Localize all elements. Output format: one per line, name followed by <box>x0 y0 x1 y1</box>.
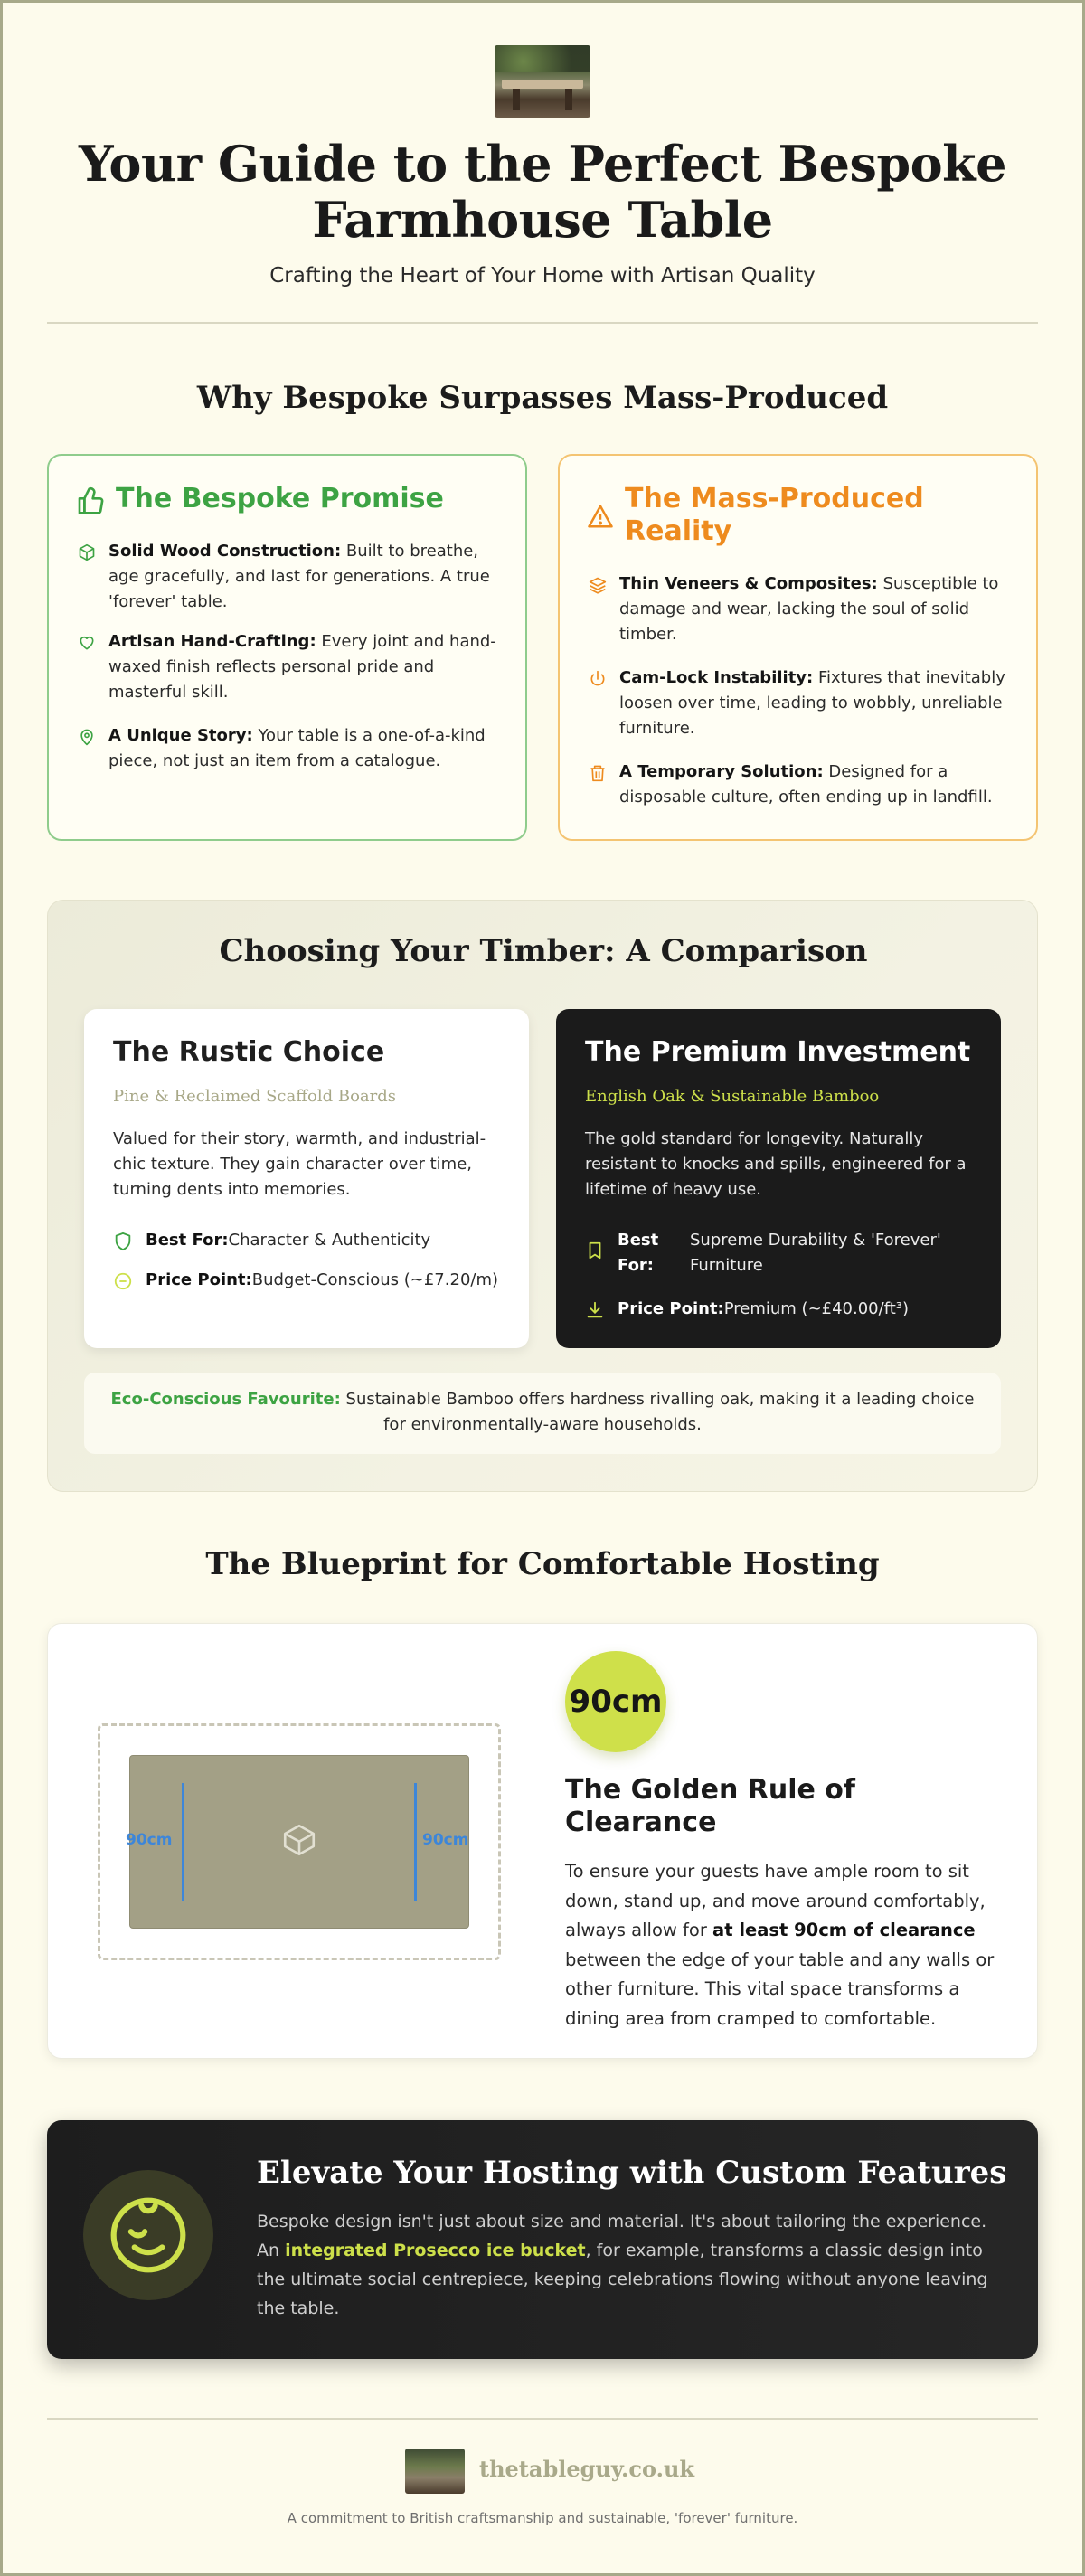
rustic-card <box>84 1009 529 1348</box>
blueprint-card <box>47 1623 1038 2059</box>
shield-icon <box>113 1231 133 1251</box>
rustic-best-for: Best For:Character & Authenticity <box>113 1228 430 1253</box>
rustic-materials: Pine & Reclaimed Scaffold Boards <box>113 1087 397 1106</box>
clearance-badge: 90cm <box>565 1651 666 1752</box>
layers-icon <box>589 576 607 594</box>
blueprint-title: The Blueprint for Comfortable Hosting <box>205 1546 880 1582</box>
box-icon <box>78 543 96 561</box>
map-pin-icon <box>78 728 96 746</box>
comparison-title: Why Bespoke Surpasses Mass-Produced <box>196 380 889 416</box>
warning-icon <box>587 503 614 530</box>
mass-produced-point: Thin Veneers & Composites: Susceptible to damage and wear, lacking the soul of solid timber. <box>589 571 1014 647</box>
bespoke-point: Solid Wood Construction: Built to breathe, age gracefully, and last for generations. A true 'forever' table. <box>78 539 503 615</box>
clearance-line-right <box>414 1783 417 1901</box>
clearance-label-left: 90cm <box>126 1831 173 1849</box>
bespoke-card <box>47 454 527 841</box>
heart-icon <box>78 634 96 652</box>
mass-produced-point: Cam-Lock Instability: Fixtures that inevitably loosen over time, leading to wobbly, unreliable furniture. <box>589 665 1014 741</box>
mass-produced-heading: The Mass-Produced Reality <box>625 483 924 547</box>
premium-price: Price Point:Premium (~£40.00/ft³) <box>585 1297 909 1322</box>
timber-section <box>47 900 1038 1492</box>
rustic-description: Valued for their story, warmth, and industrial-chic texture. They gain character over time, turning dents into memories. <box>113 1129 486 1199</box>
ice-bucket-icon <box>83 2170 213 2300</box>
mass-produced-point: A Temporary Solution: Designed for a disposable culture, often ending up in landfill. <box>589 760 1014 810</box>
premium-materials: English Oak & Sustainable Bamboo <box>585 1087 880 1106</box>
golden-rule-text: To ensure your guests have ample room to sit down, stand up, and move around comfortably, always allow for at least 90cm of clearance between the edge of your table and any walls or other furniture. This vital space transforms a dining area from cramped to comfortable. <box>565 1861 995 2029</box>
elevate-text: Bespoke design isn't just about size and material. It's about tailoring the experience. An integrated Prosecco ice bucket, for example, transforms a classic design into the ultimate social centrepiece, keeping celebrations flowing without anyone leaving the table. <box>257 2212 988 2318</box>
bespoke-point: Artisan Hand-Crafting: Every joint and hand-waxed finish reflects personal pride and masterful skill. <box>78 629 503 705</box>
footer-tagline: A commitment to British craftsmanship and sustainable, 'forever' furniture. <box>287 2510 798 2526</box>
timber-title: Choosing Your Timber: A Comparison <box>219 933 868 969</box>
power-icon <box>589 670 607 688</box>
divider <box>47 322 1038 324</box>
page-title: Your Guide to the Perfect Bespoke Farmhouse Table <box>79 135 1006 249</box>
premium-card <box>556 1009 1001 1348</box>
hero-image <box>495 45 590 118</box>
clearance-line-left <box>182 1783 184 1901</box>
thumbs-up-icon <box>76 486 105 515</box>
bookmark-icon <box>585 1241 605 1260</box>
page-subtitle: Crafting the Heart of Your Home with Artisan Quality <box>269 264 816 288</box>
premium-heading: The Premium Investment <box>585 1036 971 1068</box>
footer-site-link[interactable]: thetableguy.co.uk <box>479 2456 695 2482</box>
table-box-icon <box>280 1821 318 1859</box>
bespoke-heading: The Bespoke Promise <box>116 483 444 514</box>
rustic-price: Price Point:Budget-Conscious (~£7.20/m) <box>113 1268 498 1293</box>
eco-note: Eco-Conscious Favourite: Sustainable Bamboo offers hardness rivalling oak, making it a leading choice for environmentally-aware households. <box>84 1373 1001 1454</box>
rustic-heading: The Rustic Choice <box>113 1036 385 1068</box>
footer-logo-image <box>405 2449 465 2494</box>
premium-best-for: Best For: Supreme Durability & 'Forever' Furniture <box>585 1228 961 1279</box>
footer-divider <box>47 2418 1038 2420</box>
download-icon <box>585 1300 605 1320</box>
elevate-banner <box>47 2120 1038 2359</box>
bespoke-point: A Unique Story: Your table is a one-of-a-kind piece, not just an item from a catalogue. <box>78 723 503 774</box>
golden-rule-heading: The Golden Rule of Clearance <box>565 1774 855 1838</box>
minus-circle-icon <box>113 1271 133 1291</box>
mass-produced-card <box>558 454 1038 841</box>
clearance-label-right: 90cm <box>422 1831 469 1849</box>
premium-description: The gold standard for longevity. Naturally resistant to knocks and spills, engineered for a lifetime of heavy use. <box>585 1129 967 1199</box>
trash-icon <box>589 764 607 782</box>
elevate-heading: Elevate Your Hosting with Custom Features <box>257 2155 1007 2191</box>
